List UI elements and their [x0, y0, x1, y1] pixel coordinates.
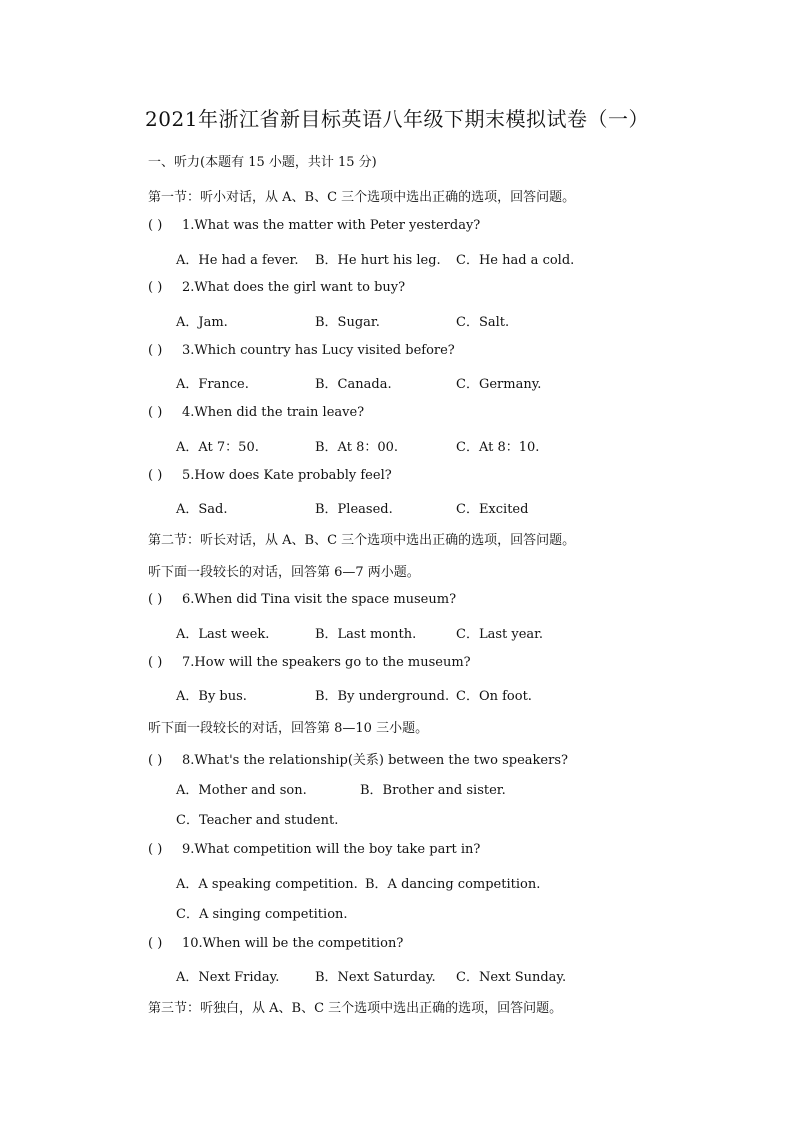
option-a: A．Next Friday.: [176, 970, 280, 985]
section1-instruction: 第一节：听小对话，从 A、B、C 三个选项中选出正确的选项，回答问题。: [148, 190, 576, 205]
option-a: A．At 7：50.: [176, 440, 259, 455]
option-b: B．A dancing competition.: [365, 877, 541, 892]
answer-blank[interactable]: ( ): [148, 936, 163, 951]
section3-instruction: 第三节：听独白，从 A、B、C 三个选项中选出正确的选项，回答问题。: [148, 1001, 563, 1016]
question-stem: 7.How will the speakers go to the museum?: [182, 655, 471, 670]
option-c: C．A singing competition.: [176, 907, 348, 922]
question-10: [148, 936, 403, 951]
option-a: A．Sad.: [176, 502, 228, 517]
option-c: C．He had a cold.: [456, 253, 575, 268]
question-stem: 2.What does the girl want to buy?: [182, 280, 406, 295]
section2-instruction: 第二节：听长对话，从 A、B、C 三个选项中选出正确的选项，回答问题。: [148, 533, 576, 548]
question-stem: 5.How does Kate probably feel?: [182, 468, 392, 483]
question-stem: 4.When did the train leave?: [182, 405, 365, 420]
option-c: C．On foot.: [456, 689, 532, 704]
question-1: [148, 218, 480, 233]
option-c: C．At 8：10.: [456, 440, 540, 455]
question-9: [148, 842, 480, 857]
option-b: B．Pleased.: [315, 502, 393, 517]
question-4: [148, 405, 364, 420]
answer-blank[interactable]: ( ): [148, 218, 163, 233]
option-a: A．He had a fever.: [176, 253, 299, 268]
question-2: [148, 280, 405, 295]
option-c: C．Teacher and student.: [176, 813, 339, 828]
exam-title: 2021年浙江省新目标英语八年级下期末模拟试卷（一）: [145, 107, 649, 131]
question-stem: 8.What's the relationship(关系) between the two speakers?: [182, 753, 568, 768]
option-b: B．By underground.: [315, 689, 450, 704]
answer-blank[interactable]: ( ): [148, 280, 163, 295]
option-b: B．He hurt his leg.: [315, 253, 441, 268]
option-a: A．Jam.: [176, 315, 228, 330]
option-b: B．Last month.: [315, 627, 417, 642]
option-b: B．Brother and sister.: [360, 783, 506, 798]
question-8: [148, 749, 568, 768]
question-stem: 9.What competition will the boy take part in?: [182, 842, 481, 857]
option-b: B．At 8：00.: [315, 440, 399, 455]
option-c: C．Salt.: [456, 315, 510, 330]
option-c: C．Next Sunday.: [456, 970, 567, 985]
option-a: A．By bus.: [176, 689, 247, 704]
option-c: C．Excited: [456, 502, 529, 517]
option-c: C．Last year.: [456, 627, 544, 642]
option-a: A．A speaking competition.: [176, 877, 358, 892]
question-6: [148, 592, 456, 607]
question-7: [148, 655, 471, 670]
option-b: B．Canada.: [315, 377, 392, 392]
answer-blank[interactable]: ( ): [148, 842, 163, 857]
question-stem: 6.When did Tina visit the space museum?: [182, 592, 457, 607]
answer-blank[interactable]: ( ): [148, 592, 163, 607]
option-b: B．Sugar.: [315, 315, 380, 330]
question-stem: 3.Which country has Lucy visited before?: [182, 343, 455, 358]
question-5: [148, 468, 392, 483]
option-b: B．Next Saturday.: [315, 970, 436, 985]
answer-blank[interactable]: ( ): [148, 405, 163, 420]
option-a: A．Mother and son.: [176, 783, 307, 798]
answer-blank[interactable]: ( ): [148, 468, 163, 483]
option-a: A．France.: [176, 377, 249, 392]
option-a: A．Last week.: [176, 627, 270, 642]
answer-blank[interactable]: ( ): [148, 343, 163, 358]
answer-blank[interactable]: ( ): [148, 655, 163, 670]
question-stem: 10.When will be the competition?: [182, 936, 404, 951]
answer-blank[interactable]: ( ): [148, 753, 163, 768]
dialog-instruction-6-7: 听下面一段较长的对话，回答第 6—7 两小题。: [148, 565, 420, 580]
option-c: C．Germany.: [456, 377, 542, 392]
question-3: [148, 343, 455, 358]
part1-heading: 一、听力(本题有 15 小题，共计 15 分): [148, 155, 377, 170]
dialog-instruction-8-10: 听下面一段较长的对话，回答第 8—10 三小题。: [148, 721, 429, 736]
question-stem: 1.What was the matter with Peter yesterday?: [182, 218, 481, 233]
